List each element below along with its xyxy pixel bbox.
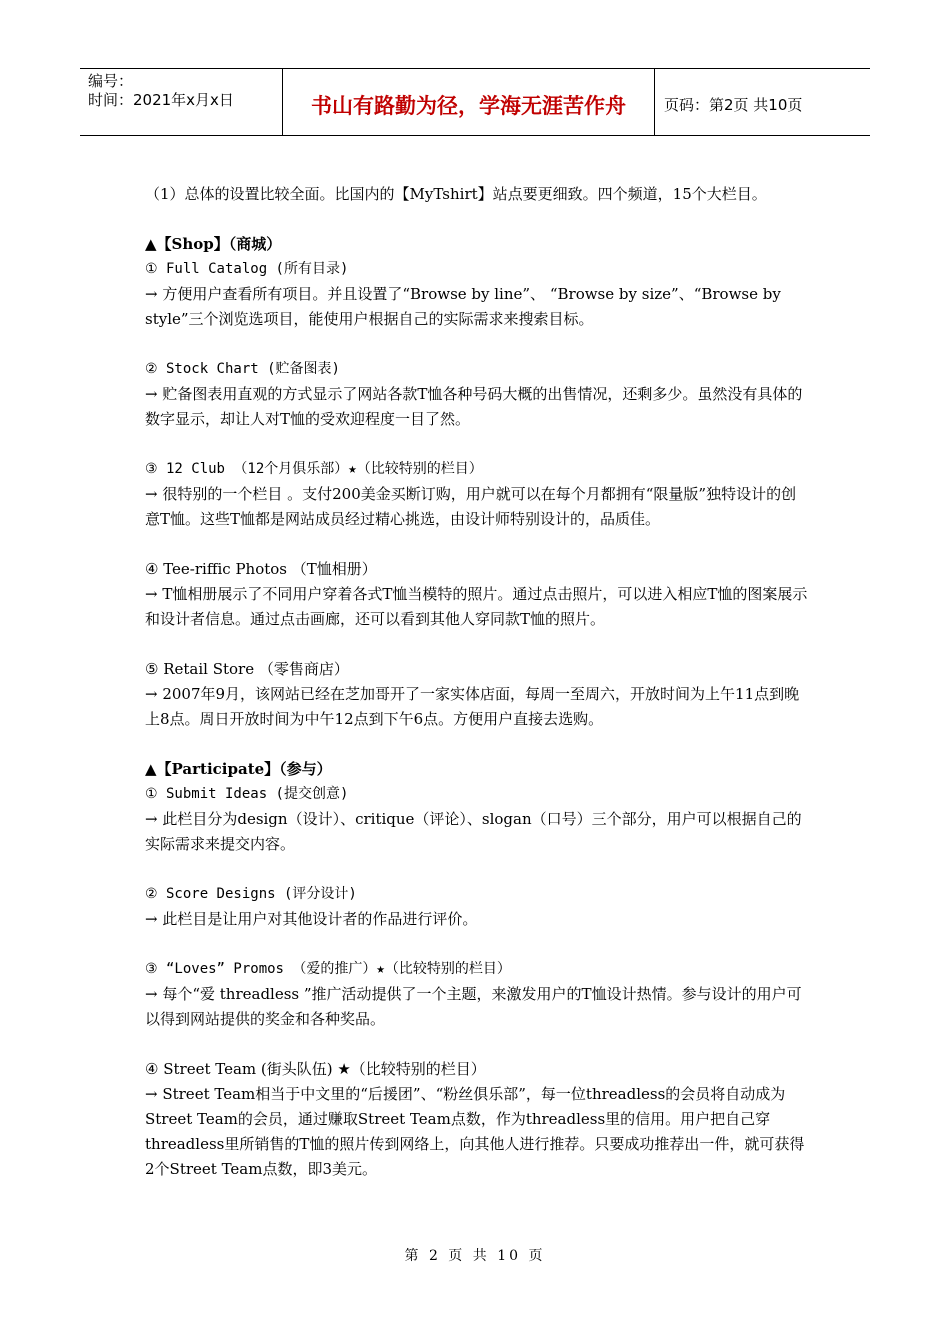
paragraph: → 很特别的一个栏目 。支付200美金买断订购，用户就可以在每个月都拥有“限量版”独特设计的创意T恤。这些T恤都是网站成员经过精心挑选，由设计师特别设计的，品质佳。	[145, 485, 797, 528]
item-title: ① Submit Ideas (提交创意)	[145, 786, 349, 802]
page-footer: 第 2 页 共 10 页	[404, 1248, 546, 1264]
paragraph: ④ Street Team (街头队伍) ★（比较特别的栏目）	[145, 1060, 486, 1078]
header-number-label: 编号：	[88, 72, 134, 90]
page-header	[80, 68, 870, 136]
paragraph: → 2007年9月，该网站已经在芝加哥开了一家实体店面，每周一至周六，开放时间为上午11点到晚上8点。周日开放时间为中午12点到下午6点。方便用户直接去选购。	[145, 685, 800, 728]
paragraph: → Street Team相当于中文里的“后援团”、“粉丝俱乐部”，每一位threadless的会员将自动成为Street Team的会员，通过赚取Street Team点数，作为threadless里的信用。用户把自己穿threadless里所销售的T恤的照片传到网络上，向其他人进行推荐。只要成功推荐出一件，就可获得2个Street Team点数，即3美元。	[145, 1085, 805, 1178]
paragraph-spacer	[145, 632, 810, 657]
paragraph-spacer	[145, 207, 810, 232]
document-body	[145, 182, 810, 1182]
item-title: ③ “Loves” Promos （爱的推广）★（比较特别的栏目）	[145, 961, 511, 977]
item-title: ② Score Designs (评分设计)	[145, 886, 357, 902]
paragraph-spacer	[145, 857, 810, 882]
item-title: ② Stock Chart (贮备图表)	[145, 361, 340, 377]
paragraph: → 每个“爱 threadless ”推广活动提供了一个主题，来激发用户的T恤设计热情。参与设计的用户可以得到网站提供的奖金和各种奖品。	[145, 985, 802, 1028]
paragraph-spacer	[145, 432, 810, 457]
paragraph: → 方便用户查看所有项目。并且设置了“Browse by line”、 “Browse by size”、“Browse by style”三个浏览选项目，能使用户根据自己的实际需求来搜索目标。	[145, 285, 781, 328]
paragraph-spacer	[145, 332, 810, 357]
paragraph: → T恤相册展示了不同用户穿着各式T恤当模特的照片。通过点击照片，可以进入相应T恤的图案展示和设计者信息。通过点击画廊，还可以看到其他人穿同款T恤的照片。	[145, 585, 808, 628]
header-date: 时间：2021年x月x日	[88, 91, 234, 109]
paragraph: （1）总体的设置比较全面。比国内的【MyTshirt】站点要更细致。四个频道，15个大栏目。	[145, 185, 767, 203]
paragraph: ④ Tee-riffic Photos （T恤相册）	[145, 560, 377, 578]
section-heading: ▲【Participate】（参与）	[145, 760, 332, 778]
paragraph-spacer	[145, 932, 810, 957]
paragraph: → 贮备图表用直观的方式显示了网站各款T恤各种号码大概的出售情况，还剩多少。虽然没有具体的数字显示，却让人对T恤的受欢迎程度一目了然。	[145, 385, 803, 428]
header-page-info: 页码：第2页 共10页	[664, 95, 803, 114]
paragraph: → 此栏目是让用户对其他设计者的作品进行评价。	[145, 910, 478, 928]
item-title: ① Full Catalog (所有目录)	[145, 261, 349, 277]
paragraph-spacer	[145, 1032, 810, 1057]
section-heading: ▲【Shop】（商城）	[145, 235, 282, 253]
header-meta	[80, 69, 283, 135]
paragraph-spacer	[145, 732, 810, 757]
item-title: ③ 12 Club （12个月俱乐部）★（比较特别的栏目）	[145, 461, 483, 477]
paragraph: ⑤ Retail Store （零售商店）	[145, 660, 349, 678]
paragraph: → 此栏目分为design（设计）、critique（评论）、slogan（口号）三个部分，用户可以根据自己的实际需求来提交内容。	[145, 810, 802, 853]
paragraph-spacer	[145, 532, 810, 557]
header-motto: 书山有路勤为径，学海无涯苦作舟	[283, 69, 655, 135]
